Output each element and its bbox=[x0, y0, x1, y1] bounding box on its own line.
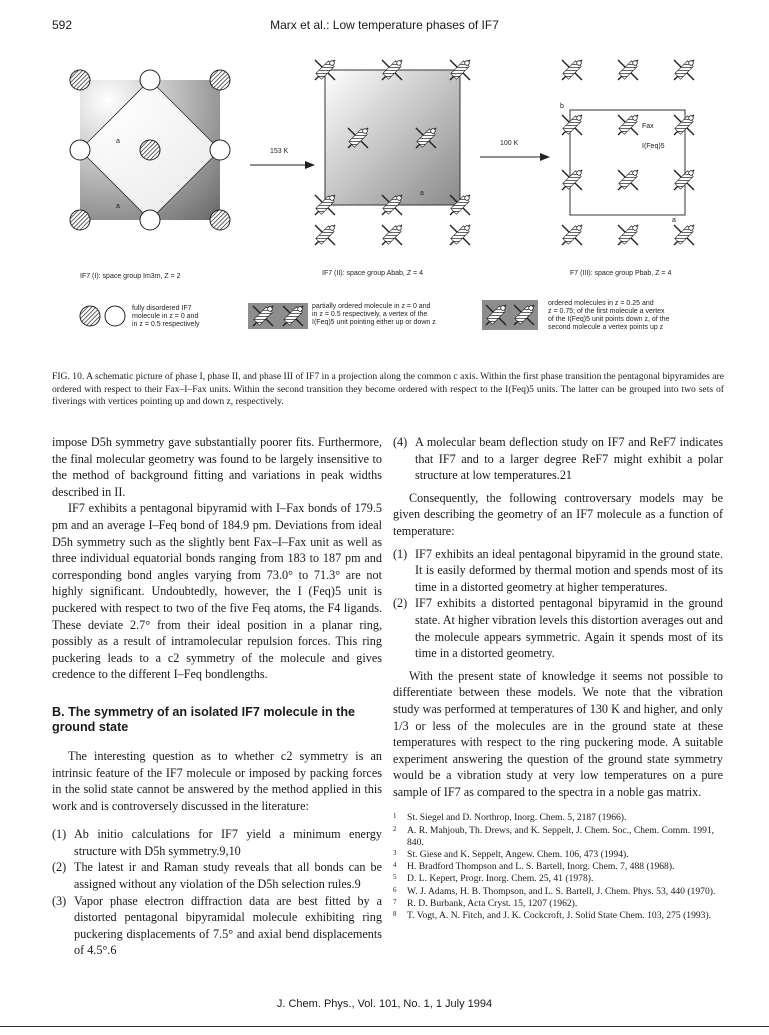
legend-3-line-2: z = 0.75; of the first molecule a vertex bbox=[548, 308, 665, 315]
legend-3-line-4: second molecule a vertex points up z bbox=[548, 324, 664, 331]
list-number: (3) bbox=[52, 893, 67, 908]
annotation-feq: I(Feq)5 bbox=[642, 143, 665, 150]
left-column bbox=[52, 434, 382, 959]
reference: 5 D. L. Kepert, Progr. Inorg. Chem. 25, 41 (1978). bbox=[393, 873, 594, 885]
transition-temp-1: 153 K bbox=[270, 148, 289, 155]
phase2-axis-a: a bbox=[420, 190, 424, 197]
list-text: A molecular beam deflection study on IF7 and ReF7 indicates that IF7 and to a larger degree ReF7 might exhibit a polar structure at low temperatures.21 bbox=[415, 435, 723, 483]
paragraph: IF7 exhibits a pentagonal bipyramid with I–Fax bonds of 179.5 pm and an average I–Feq bond of 184.9 pm. Deviations from ideal D5h symmetry such as the slightly bent Fax–I–Fax unit as well as three individual equatorial bonds ranging from 183 to 187 pm and corresponding bond angles varying from 73.0° to 71.3° are not highly significant. Undoubtedly, however, the I (Feq)5 unit is puckered with respect to two of the five Feq atoms, the F4 ligands. These deviate 2.7° from their ideal position in a planar ring, possibly as a result of intramolecular repulsion forces. This ring puckering leads to a c2 symmetry of the molecule and gives credence to the different I–Feq bondlengths. bbox=[52, 501, 382, 682]
reference: 1 St. Siegel and D. Northrop, Inorg. Chem. 5, 2187 (1966). bbox=[393, 812, 627, 824]
phase-2-diagram bbox=[315, 60, 470, 245]
references bbox=[393, 812, 723, 922]
phase3-axis-a: a bbox=[672, 217, 676, 224]
list-number: (2) bbox=[52, 860, 67, 875]
list-text: Vapor phase electron diffraction data are best fitted by a distorted pentagonal bipyramidal molecule exhibiting ring puckering displacements of 7.5° and axial bend displacements of 4.5°.6 bbox=[74, 893, 382, 958]
legend-3-line-1: ordered molecules in z = 0.25 and bbox=[548, 300, 654, 307]
axis-a-label: a bbox=[116, 138, 120, 145]
list-text: Ab initio calculations for IF7 yield a minimum energy structure with D5h symmetry.9,10 bbox=[74, 827, 382, 858]
list-item bbox=[393, 595, 723, 661]
list-item bbox=[393, 434, 723, 484]
reference: 6 W. J. Adams, H. B. Thompson, and L. S. Bartell, J. Chem. Phys. 53, 440 (1970). bbox=[393, 885, 716, 897]
paragraph: The interesting question as to whether c2 symmetry is an intrinsic feature of the IF7 molecule or imposed by packing forces in the solid state cannot be answered by the method applied in this work and is controversely discussed in the literature: bbox=[52, 748, 382, 813]
caption-text: A schematic picture of phase I, phase II, and phase III of IF7 in a projection along the common c axis. Within the first phase transition the pentagonal bipyramides are ordered with respect to their Fax–I–Fax units. Within the second transition they become ordered with respect to the I(Feq)5 units. The latter can be grouped into two sets of fiverings with vertices pointing up and down z, respectively. bbox=[52, 371, 725, 408]
figure-caption bbox=[52, 371, 724, 409]
journal-footer: J. Chem. Phys., Vol. 101, No. 1, 1 July 1994 bbox=[276, 998, 493, 1010]
legend-3-line-3: of the I(Feq)5 unit points down z, of the bbox=[548, 316, 670, 323]
transition-arrow-1 bbox=[250, 148, 315, 169]
list-number: (1) bbox=[393, 546, 408, 561]
caption-label: FIG. 10. bbox=[52, 371, 85, 382]
legend-2-line-1: partially ordered molecule in z = 0 and bbox=[312, 303, 431, 310]
bottom-rule bbox=[0, 1026, 769, 1027]
transition-arrow-2 bbox=[480, 140, 550, 161]
phase-2-label: IF7 (II): space group Abab, Z = 4 bbox=[322, 270, 423, 277]
legend-2-line-3: I(Feq)5 unit pointing either up or down z bbox=[312, 319, 436, 326]
phase-1-label: IF7 (I): space group Im3m, Z = 2 bbox=[80, 273, 181, 280]
legend-1-line-3: in z = 0.5 respectively bbox=[132, 321, 200, 328]
figure-10 bbox=[60, 50, 720, 340]
axis-a-label-2: a bbox=[116, 203, 120, 210]
phase-1-diagram bbox=[70, 70, 230, 230]
list-item bbox=[52, 859, 382, 892]
right-column bbox=[393, 434, 723, 922]
paragraph: Consequently, the following controversary models may be given describing the geometry of an IF7 molecule as a function of temperature: bbox=[393, 490, 723, 538]
reference: 4 H. Bradford Thompson and L. S. Bartell, Inorg. Chem. 7, 488 (1968). bbox=[393, 861, 675, 873]
list-item bbox=[52, 893, 382, 959]
legend-1-line-2: molecule in z = 0 and bbox=[132, 313, 199, 320]
phase3-axis-b: b bbox=[560, 103, 564, 110]
list-number: (2) bbox=[393, 596, 408, 611]
annotation-fax: Fax bbox=[642, 123, 654, 130]
list-item bbox=[393, 546, 723, 596]
phase-3-label: F7 (III): space group Pbab, Z = 4 bbox=[570, 270, 672, 277]
paragraph: With the present state of knowledge it seems not possible to differentiate between these models. We note that the vibration study was performed at temperatures of 130 K and higher, and only 1/3 or less of the molecules are in the ground state at these temperatures with respect to the ring puckering mode. A suitable experiment answering the question of the ground state symmetry would be a vibration study at very low temperatures on a pure sample of IF7 as compared to the spectra in a noble gas matrix. bbox=[393, 668, 723, 799]
reference: 3 St. Giese and K. Seppelt, Angew. Chem. 106, 473 (1994). bbox=[393, 849, 629, 861]
section-heading: B. The symmetry of an isolated IF7 molecule in the ground state bbox=[52, 704, 356, 735]
list-item bbox=[52, 826, 382, 859]
reference: 8 T. Vogt, A. N. Fitch, and J. K. Cockcroft, J. Solid State Chem. 103, 275 (1993). bbox=[393, 910, 712, 922]
list-text: IF7 exhibits a distorted pentagonal bipyramid in the ground state. At higher vibration levels this distortion averages out and the molecule appears symmetric. Again it spends most of its time in a distorted geometry. bbox=[415, 596, 724, 661]
legend-2-line-2: in z = 0.5 respectively, a vertex of the bbox=[312, 311, 428, 318]
list-text: The latest ir and Raman study reveals that all bonds can be assigned without any violation of the D5h selection rules.9 bbox=[74, 860, 382, 892]
reference: 2 A. R. Mahjoub, Th. Drews, and K. Seppelt, J. Chem. Soc., Chem. Comm. 1991, 840. bbox=[393, 824, 715, 848]
list-number: (4) bbox=[393, 435, 408, 449]
legend-1-line-1: fully disordered IF7 bbox=[132, 305, 192, 312]
phase-3-diagram bbox=[560, 60, 694, 245]
transition-temp-2: 100 K bbox=[500, 140, 519, 147]
running-title: Marx et al.: Low temperature phases of IF7 bbox=[270, 18, 499, 32]
figure-legend bbox=[80, 300, 670, 331]
list-number: (1) bbox=[52, 827, 67, 842]
paragraph: impose D5h symmetry gave substantially poorer fits. Furthermore, the final molecular geometry was found to be largely insensitive to the method of background fitting and variations in peak widths described in II. bbox=[52, 435, 382, 499]
list-text: IF7 exhibits an ideal pentagonal bipyramid in the ground state. It is easily deformed by thermal motion and spends most of its time in a distorted geometry at higher temperatures. bbox=[415, 546, 723, 594]
page-number: 592 bbox=[52, 18, 73, 32]
reference: 7 R. D. Burbank, Acta Cryst. 15, 1207 (1962). bbox=[393, 897, 578, 909]
